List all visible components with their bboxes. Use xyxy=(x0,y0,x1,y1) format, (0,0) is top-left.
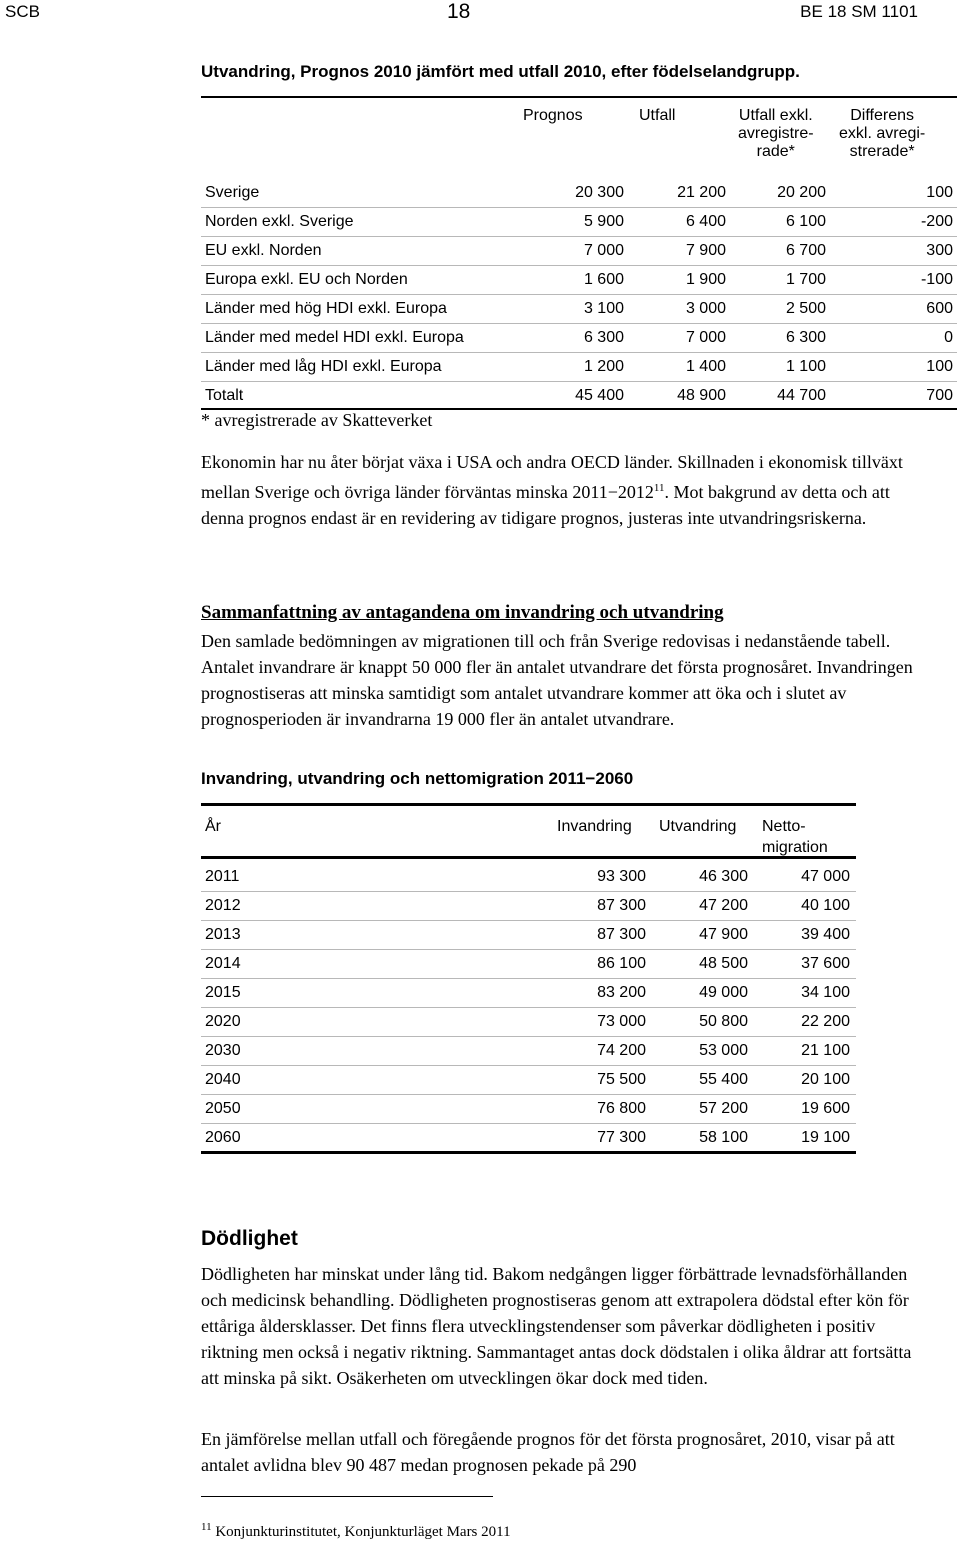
table1-cell-utfall-exkl: 1 700 xyxy=(785,271,826,288)
table2-cell-utvandring: 57 200 xyxy=(699,1100,748,1117)
table1-col-utfall-exkl-l2: avregistre- xyxy=(738,125,814,142)
table1-col-diff-l3: strerade* xyxy=(849,143,915,160)
table1-col-diff xyxy=(839,107,925,161)
table2-cell-invandring: 93 300 xyxy=(597,868,646,885)
table1-col-prognos: Prognos xyxy=(523,107,583,124)
table-row xyxy=(201,179,957,208)
table1-cell-prognos: 7 000 xyxy=(583,242,624,259)
table1-col-utfall-exkl-l3: rade* xyxy=(756,143,795,160)
table1-cell-prognos: 6 300 xyxy=(583,329,624,346)
table1-row-label: Länder med låg HDI exkl. Europa xyxy=(205,358,442,375)
table-row xyxy=(201,863,856,892)
table1-cell-prognos: 1 600 xyxy=(583,271,624,288)
table2-cell-year: 2030 xyxy=(205,1042,241,1059)
table1 xyxy=(201,96,957,411)
table1-cell-prognos: 20 300 xyxy=(575,184,624,201)
table2-cell-utvandring: 49 000 xyxy=(699,984,748,1001)
table2 xyxy=(201,803,856,1153)
table-row xyxy=(201,295,957,324)
section-heading-mortality: Dödlighet xyxy=(201,1227,298,1250)
table1-col-diff-l1: Differens xyxy=(850,107,914,124)
table2-cell-invandring: 73 000 xyxy=(597,1013,646,1030)
table2-cell-netto: 22 200 xyxy=(801,1013,850,1030)
table2-cell-year: 2020 xyxy=(205,1013,241,1030)
table2-cell-year: 2015 xyxy=(205,984,241,1001)
table1-title: Utvandring, Prognos 2010 jämfört med utfall 2010, efter födelselandgrupp. xyxy=(201,62,800,81)
table1-cell-prognos: 45 400 xyxy=(575,387,624,404)
table1-cell-utfall: 48 900 xyxy=(677,387,726,404)
table2-cell-invandring: 74 200 xyxy=(597,1042,646,1059)
table1-cell-prognos: 3 100 xyxy=(583,300,624,317)
paragraph-summary: Den samlade bedömningen av migrationen till och från Sverige redovisas i nedanstående tabell. Antalet invandrare är knappt 50 000 fler än antalet utvandrare det första prognosåret. Invandringen prognostiseras att minska samtidigt som antalet utvandrare kommer att öka och i slutet av prognosperioden är invandrarna 19 000 fler än antalet utvandrare. xyxy=(201,631,913,729)
table2-cell-invandring: 87 300 xyxy=(597,926,646,943)
table1-cell-diff: 0 xyxy=(944,329,953,346)
table1-cell-utfall: 7 000 xyxy=(685,329,726,346)
table1-cell-prognos: 5 900 xyxy=(583,213,624,230)
table-row xyxy=(201,892,856,921)
table1-cell-prognos: 1 200 xyxy=(583,358,624,375)
page-number: 18 xyxy=(447,0,471,23)
table-row xyxy=(201,237,957,266)
footnote-divider xyxy=(201,1496,493,1497)
table2-col-year: År xyxy=(205,818,221,835)
table1-cell-utfall-exkl: 2 500 xyxy=(785,300,826,317)
table2-cell-utvandring: 48 500 xyxy=(699,955,748,972)
header-right: BE 18 SM 1101 xyxy=(800,2,918,21)
table1-row-label: Totalt xyxy=(205,387,244,404)
table2-header-rule xyxy=(201,856,856,859)
table1-cell-utfall-exkl: 6 300 xyxy=(785,329,826,346)
table1-cell-utfall-exkl: 44 700 xyxy=(777,387,826,404)
table-row xyxy=(201,950,856,979)
footnote-text: Konjunkturinstitutet, Konjunkturläget Mars 2011 xyxy=(215,1524,511,1540)
paragraph-mortality: Dödligheten har minskat under lång tid. Bakom nedgången ligger förbättrade levnadsförhållanden och medicinsk behandling. Dödligheten prognostiseras genom att extrapolera dödstal efter kön för ettåriga åldersklasser. Det finns flera utvecklingstendenser som påverkar dödligheten i positiv riktning men också i negativ riktning. Sammantaget antas dock dödstalen i olika åldrar att fortsätta att minska på sikt. Osäkerheten om utvecklingen ökar dock med tiden. xyxy=(201,1264,912,1388)
table1-row-label: EU exkl. Norden xyxy=(205,242,322,259)
table1-cell-utfall: 3 000 xyxy=(685,300,726,317)
table-row xyxy=(201,1066,856,1095)
table2-cell-invandring: 86 100 xyxy=(597,955,646,972)
table1-col-diff-l2: exkl. avregi- xyxy=(839,125,926,142)
footnote xyxy=(201,1521,511,1541)
table1-cell-diff: 600 xyxy=(926,300,953,317)
table2-cell-utvandring: 50 800 xyxy=(699,1013,748,1030)
table1-cell-diff: 700 xyxy=(926,387,953,404)
section-heading-summary: Sammanfattning av antagandena om invandring och utvandring xyxy=(201,602,724,623)
paragraph-economy-text-a: Ekonomin har nu åter börjat växa i USA och andra OECD länder. Skillnaden i ekonomisk tillväxt mellan Sverige och övriga länder förväntas minska 2011−2012 xyxy=(201,452,903,502)
table1-cell-utfall-exkl: 1 100 xyxy=(785,358,826,375)
header-left: SCB xyxy=(5,2,40,21)
table1-cell-utfall: 7 900 xyxy=(685,242,726,259)
table1-row-label: Länder med medel HDI exkl. Europa xyxy=(205,329,464,346)
paragraph-economy xyxy=(201,449,921,531)
table2-cell-year: 2012 xyxy=(205,897,241,914)
table1-cell-diff: -100 xyxy=(920,271,953,288)
table1-cell-utfall: 1 400 xyxy=(685,358,726,375)
table2-col-utvandring: Utvandring xyxy=(659,818,737,835)
table2-cell-year: 2011 xyxy=(205,868,240,885)
table2-cell-utvandring: 46 300 xyxy=(699,868,748,885)
table2-cell-netto: 37 600 xyxy=(801,955,850,972)
table2-top-rule xyxy=(201,803,856,806)
table1-footnote: * avregistrerade av Skatteverket xyxy=(201,410,433,430)
footnote-ref: 11 xyxy=(653,482,665,494)
table2-col-netto xyxy=(762,816,828,858)
table2-bottom-rule xyxy=(201,1151,856,1154)
table1-cell-utfall-exkl: 20 200 xyxy=(777,184,826,201)
table1-col-utfall-exkl xyxy=(738,107,814,161)
table2-cell-utvandring: 58 100 xyxy=(699,1129,748,1146)
table-row xyxy=(201,921,856,950)
table2-col-invandring: Invandring xyxy=(557,818,632,835)
table2-cell-invandring: 83 200 xyxy=(597,984,646,1001)
table-row xyxy=(201,979,856,1008)
table2-cell-utvandring: 47 900 xyxy=(699,926,748,943)
table-row xyxy=(201,1008,856,1037)
table1-cell-utfall: 6 400 xyxy=(685,213,726,230)
table-row xyxy=(201,266,957,295)
table2-cell-year: 2060 xyxy=(205,1129,241,1146)
table1-col-utfall-exkl-l1: Utfall exkl. xyxy=(738,107,813,124)
table-row xyxy=(201,1124,856,1153)
table2-cell-invandring: 87 300 xyxy=(597,897,646,914)
table1-cell-diff: 100 xyxy=(926,358,953,375)
table1-cell-diff: 300 xyxy=(926,242,953,259)
table-row xyxy=(201,353,957,382)
table1-row-label: Länder med hög HDI exkl. Europa xyxy=(205,300,447,317)
table1-row-label: Norden exkl. Sverige xyxy=(205,213,354,230)
table2-col-netto-l1: Netto- xyxy=(762,818,806,835)
table-row xyxy=(201,1037,856,1066)
table1-cell-utfall-exkl: 6 100 xyxy=(785,213,826,230)
table2-cell-netto: 20 100 xyxy=(801,1071,850,1088)
paragraph-comparison: En jämförelse mellan utfall och föregående prognos för det första prognosåret, 2010, visar på att antalet avlidna blev 90 487 medan prognosen pekade på 290 xyxy=(201,1429,895,1475)
table2-cell-netto: 34 100 xyxy=(801,984,850,1001)
table1-row-label: Europa exkl. EU och Norden xyxy=(205,271,408,288)
table-row xyxy=(201,1095,856,1124)
table2-cell-year: 2050 xyxy=(205,1100,241,1117)
table1-col-utfall: Utfall xyxy=(639,107,676,124)
table2-cell-utvandring: 47 200 xyxy=(699,897,748,914)
table2-cell-year: 2013 xyxy=(205,926,241,943)
table2-cell-netto: 40 100 xyxy=(801,897,850,914)
table1-cell-utfall: 1 900 xyxy=(685,271,726,288)
table2-cell-invandring: 76 800 xyxy=(597,1100,646,1117)
footnote-number: 11 xyxy=(201,1521,212,1533)
table-row xyxy=(201,208,957,237)
table2-cell-invandring: 77 300 xyxy=(597,1129,646,1146)
table1-cell-diff: -200 xyxy=(920,213,953,230)
table2-col-netto-l2: migration xyxy=(762,839,828,856)
table1-cell-utfall: 21 200 xyxy=(677,184,726,201)
table2-cell-invandring: 75 500 xyxy=(597,1071,646,1088)
table2-cell-netto: 19 100 xyxy=(801,1129,850,1146)
table2-cell-utvandring: 53 000 xyxy=(699,1042,748,1059)
table2-cell-netto: 47 000 xyxy=(801,868,850,885)
table1-cell-utfall-exkl: 6 700 xyxy=(785,242,826,259)
paragraph-economy-text-b: . Mot bakgrund av detta och att denna prognos endast är en revidering av tidigare prognos, justeras inte utvandringsriskerna. xyxy=(201,482,890,528)
table2-cell-year: 2014 xyxy=(205,955,241,972)
table-row xyxy=(201,324,957,353)
table2-cell-utvandring: 55 400 xyxy=(699,1071,748,1088)
table2-cell-year: 2040 xyxy=(205,1071,241,1088)
table-row xyxy=(201,382,957,411)
table1-row-label: Sverige xyxy=(205,184,260,201)
table2-title: Invandring, utvandring och nettomigration 2011−2060 xyxy=(201,769,634,788)
table2-cell-netto: 19 600 xyxy=(801,1100,850,1117)
table1-cell-diff: 100 xyxy=(926,184,953,201)
table2-cell-netto: 39 400 xyxy=(801,926,850,943)
table1-top-rule xyxy=(201,96,957,98)
table2-cell-netto: 21 100 xyxy=(801,1042,850,1059)
